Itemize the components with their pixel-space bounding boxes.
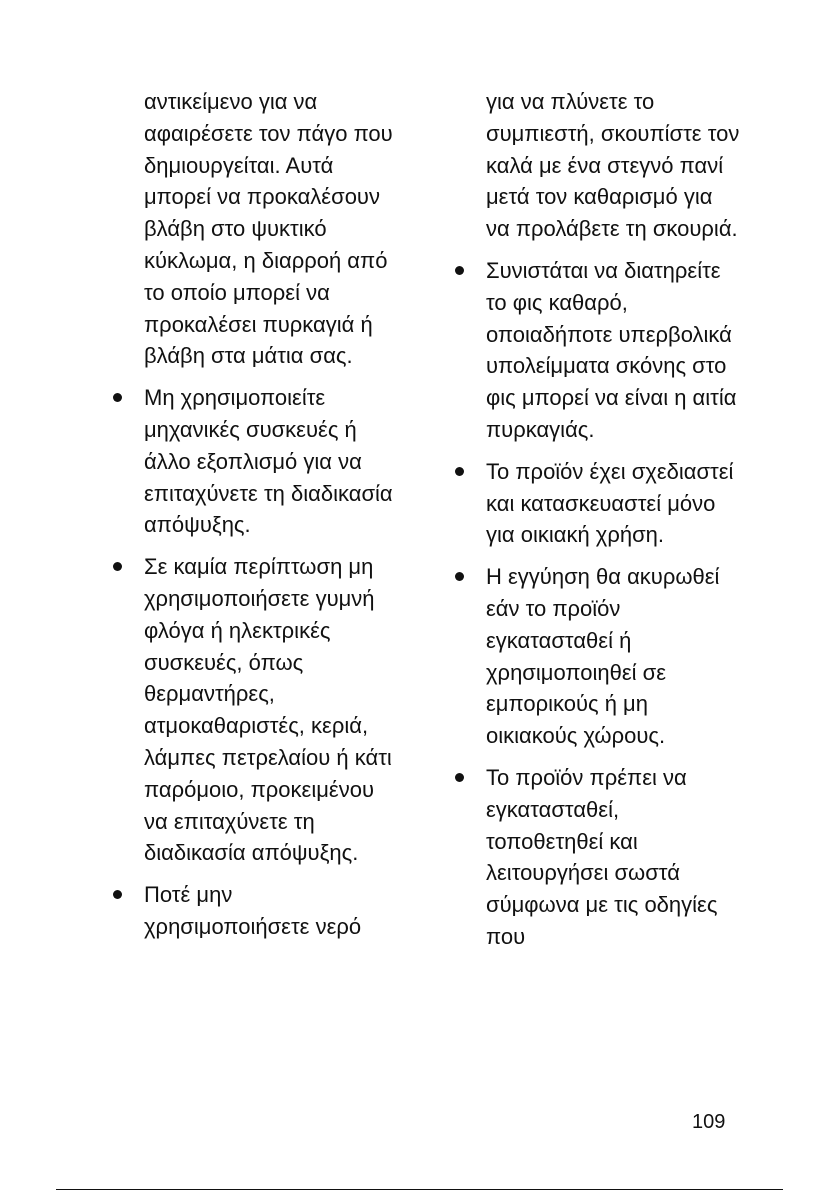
bullet-icon [455,266,464,275]
list-item [452,255,742,446]
bullet-icon [455,467,464,476]
list-item [452,456,742,551]
bullet-icon [455,773,464,782]
list-item-text: Το προϊόν πρέπει να εγκατασταθεί, τοποθετηθεί και λειτουργήσει σωστά σύμφωνα με τις οδηγίες που [486,764,718,949]
right-column [452,86,742,963]
footer-divider [56,1189,783,1190]
left-continuation-text: αντικείμενο για να αφαιρέσετε τον πάγο που δημιουργείται. Αυτά μπορεί να προκαλέσουν βλάβη στο ψυκτικό κύκλωμα, η διαρροή από το οποίο μπορεί να προκαλέσει πυρκαγιά ή βλάβη στα μάτια σας. [144,89,393,369]
bullet-icon [113,890,122,899]
page-number: 109 [692,1111,726,1133]
left-column [110,86,400,953]
list-item-text: Συνιστάται να διατηρείτε το φις καθαρό, οποιαδήποτε υπερβολικά υπολείμματα σκόνης στο φις μπορεί να είναι η αιτία πυρκαγιάς. [486,257,737,442]
list-item-text: Η εγγύηση θα ακυρωθεί εάν το προϊόν εγκατασταθεί ή χρησιμοποιηθεί σε εμπορικούς ή μη οικιακούς χώρους. [486,564,720,749]
list-item [110,551,400,869]
list-item [452,762,742,953]
list-item-text: Σε καμία περίπτωση μη χρησιμοποιήσετε γυμνή φλόγα ή ηλεκτρικές συσκευές, όπως θερμαντήρες, ατμοκαθαριστές, κεριά, λάμπες πετρελαίου ή κάτι παρόμοιο, προκειμένου να επιταχύνετε τη διαδικασία απόψυξης. [144,554,392,866]
list-item-text: Το προϊόν έχει σχεδιαστεί και κατασκευαστεί μόνο για οικιακή χρήση. [486,458,734,548]
bullet-icon [113,393,122,402]
right-continuation-text: για να πλύνετε το συμπιεστή, σκουπίστε τον καλά με ένα στεγνό πανί μετά τον καθαρισμό για να προλάβετε τη σκουριά. [486,89,740,242]
right-bullet-list [452,255,742,953]
list-item-text: Μη χρησιμοποιείτε μηχανικές συσκευές ή άλλο εξοπλισμό για να επιταχύνετε τη διαδικασία απόψυξης. [144,385,393,538]
bullet-icon [455,572,464,581]
list-item-text: Ποτέ μην χρησιμοποιήσετε νερό [144,882,362,939]
left-bullet-list [110,382,400,943]
list-item [452,561,742,752]
list-item [110,879,400,943]
list-item [110,382,400,541]
bullet-icon [113,562,122,571]
